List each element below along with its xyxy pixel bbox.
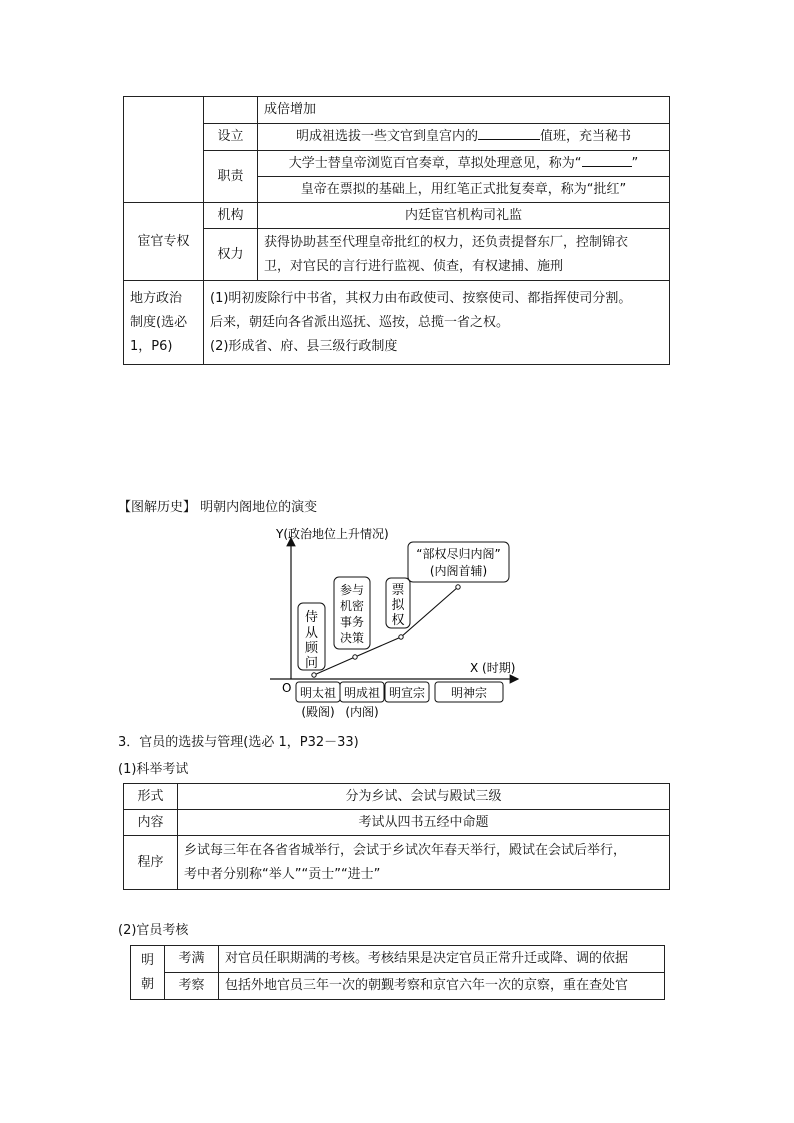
box-4-line-2: (内阁首辅) (429, 564, 488, 578)
diagram-heading: 【图解历史】 明朝内阁地位的演变 (118, 500, 318, 515)
x-axis-label: X (时期) (470, 661, 516, 675)
ming-label: 明 朝 (131, 946, 165, 1000)
box-3-char-3: 权 (391, 613, 405, 628)
kaocha-label: 考察 (165, 973, 219, 1000)
point-3 (399, 635, 403, 639)
period-sub-1: (殿阁) (301, 705, 335, 719)
kaocha-text: 包括外地官员三年一次的朝觐考察和京官六年一次的京察，重在查处官 (219, 973, 665, 1000)
difang-label: 地方政治 制度(选必 1，P6) (124, 281, 204, 365)
section3-sub2: (2)官员考核 (118, 923, 189, 938)
kaoman-label: 考满 (165, 946, 219, 973)
chengxu-text: 乡试每三年在各省省城举行，会试于乡试次年春天举行，殿试在会试后举行， 考中者分别称“举人”“贡士”“进士” (178, 836, 670, 890)
box-2-line-2: 机密 (339, 599, 365, 613)
chengxu-label: 程序 (124, 836, 178, 890)
jigou-text: 内廷宦官机构司礼监 (258, 203, 670, 229)
jigou-label: 机构 (204, 203, 258, 229)
keju-table (123, 783, 670, 890)
quanli-label: 权力 (204, 229, 258, 281)
origin-label: O (282, 681, 292, 695)
box-2-line-4: 决策 (339, 631, 365, 645)
section3-title: 3．官员的选拔与管理(选必 1，P32－33) (118, 735, 359, 750)
box-1-char-3: 顾 (304, 641, 319, 656)
period-4: 明神宗 (450, 686, 488, 700)
box-3-char-1: 票 (391, 583, 405, 598)
box-1-char-4: 问 (304, 656, 319, 671)
sheli-text: 明成祖选拔一些文官到皇宫内的 值班，充当秘书 (258, 124, 670, 151)
box-4-line-1: “部权尽归内阁” (416, 547, 501, 561)
box-1-char-1: 侍 (304, 610, 319, 625)
y-axis-label: Y(政治地位上升情况) (276, 527, 389, 541)
continued-text: 成倍增加 (258, 97, 670, 124)
kaoman-text: 对官员任职期满的考核。考核结果是决定官员正常升迁或降、调的依据 (219, 946, 665, 973)
huanguan-label: 宦官专权 (124, 203, 204, 281)
period-3: 明宣宗 (388, 686, 426, 700)
period-sub-2: (内阁) (345, 705, 379, 719)
xingshi-text: 分为乡试、会试与殿试三级 (178, 784, 670, 810)
point-4 (456, 585, 460, 589)
neirong-label: 内容 (124, 810, 178, 836)
neirong-text: 考试从四书五经中命题 (178, 810, 670, 836)
section3-sub1: (1)科举考试 (118, 762, 189, 777)
zhize-label: 职责 (204, 151, 258, 203)
kaohe-table (130, 945, 665, 1000)
point-1 (312, 673, 316, 677)
box-2-line-3: 事务 (339, 615, 365, 629)
point-2 (353, 655, 357, 659)
period-2: 明成祖 (343, 686, 381, 700)
box-3-char-2: 拟 (391, 598, 405, 613)
xingshi-label: 形式 (124, 784, 178, 810)
quanli-text: 获得协助甚至代理皇帝批红的权力，还负责提督东厂，控制锦衣 卫，对官民的言行进行监视、侦查，有权逮捕、施刑 (258, 229, 670, 281)
difang-text: (1)明初废除行中书省，其权力由布政使司、按察使司、都指挥使司分割。 后来，朝廷向各省派出巡抚、巡按，总揽一省之权。 (2)形成省、府、县三级行政制度 (204, 281, 670, 365)
sheli-label: 设立 (204, 124, 258, 151)
box-2-line-1: 参与 (339, 583, 365, 597)
zhize-text-2: 皇帝在票拟的基础上，用红笔正式批复奏章，称为“批红” (258, 177, 670, 203)
box-1-char-2: 从 (304, 626, 319, 641)
period-1: 明太祖 (299, 686, 337, 700)
zhize-text-1: 大学士替皇帝浏览百官奏章，草拟处理意见，称为“ ” (258, 151, 670, 177)
